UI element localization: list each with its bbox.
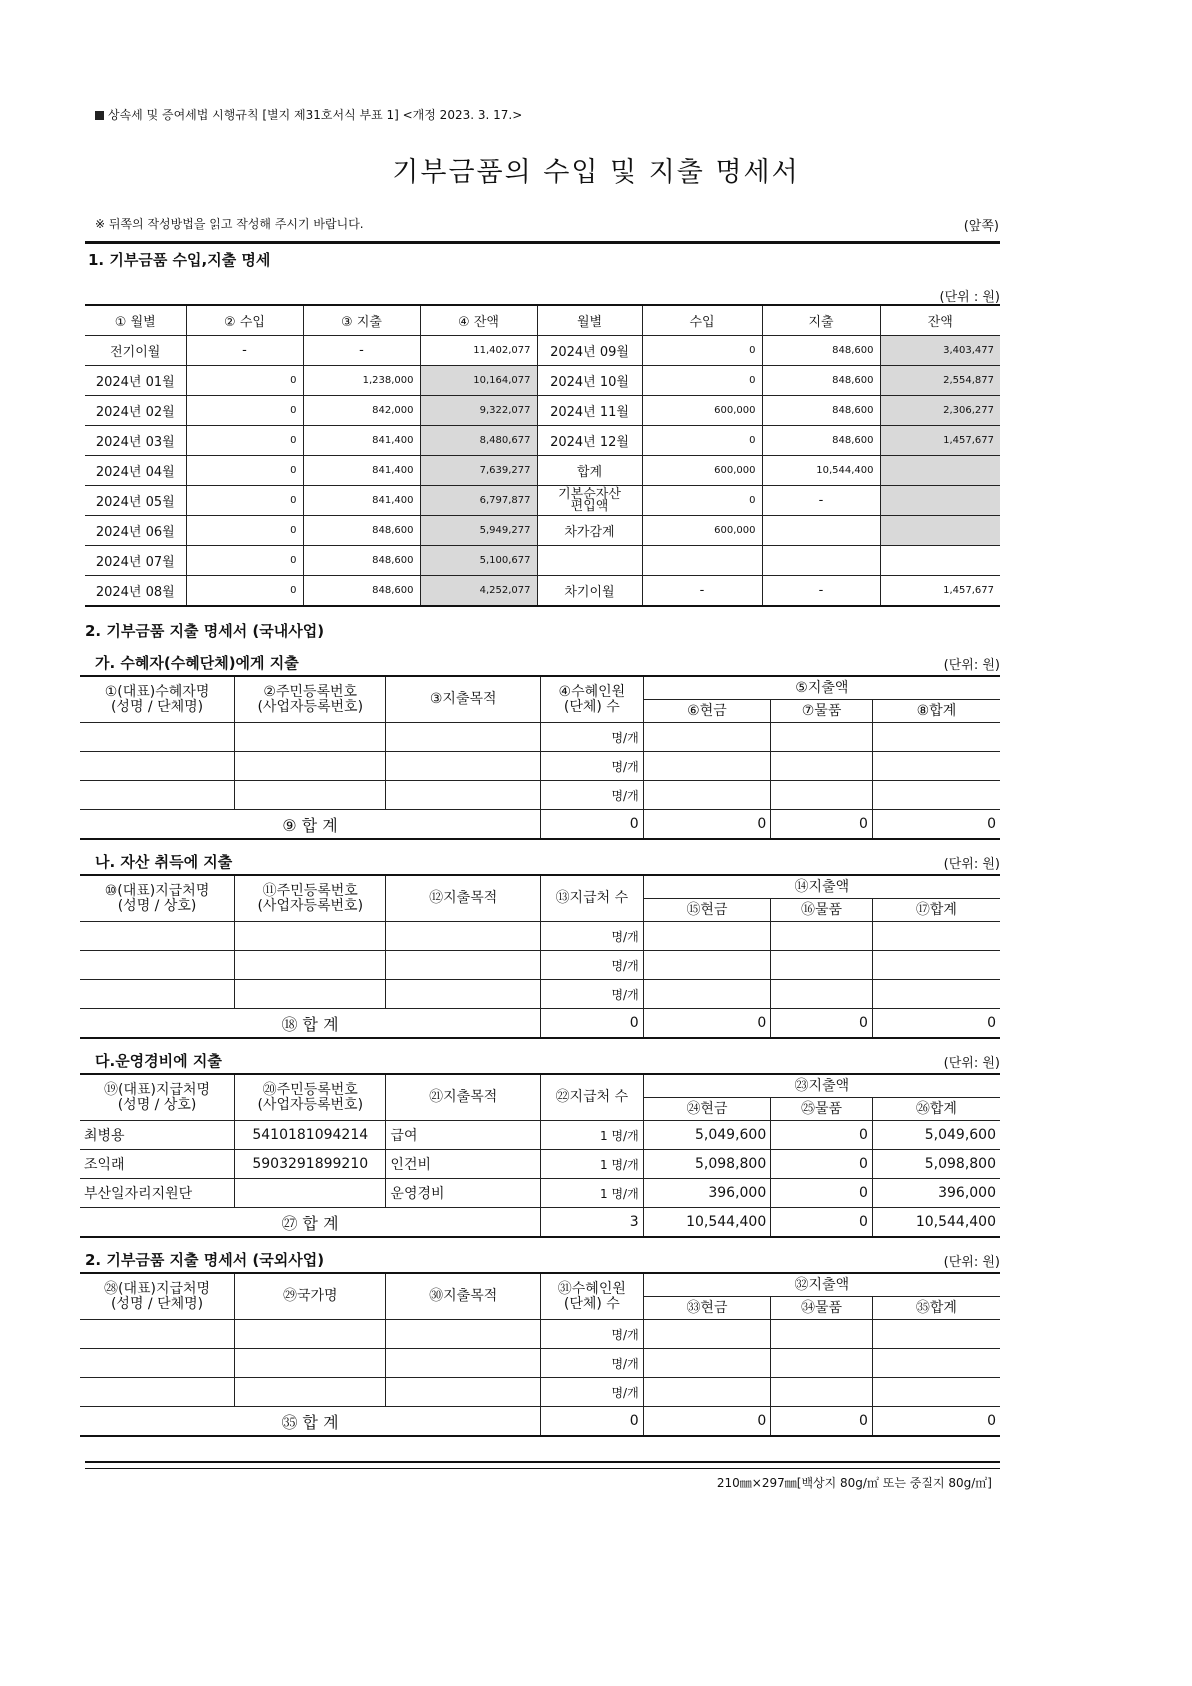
balance-cell (880, 486, 1000, 516)
income-cell: 0 (186, 396, 303, 426)
section2b-unit: (단위: 원) (943, 857, 1000, 872)
purpose-cell: 급여 (386, 1121, 541, 1150)
cash-cell: 5,098,800 (643, 1150, 771, 1179)
income-cell: 0 (186, 546, 303, 576)
expense-cell: 848,600 (303, 516, 420, 546)
empty-cell (235, 723, 386, 752)
empty-cell (235, 980, 386, 1009)
empty-cell (80, 1320, 235, 1349)
table-row (80, 1150, 1000, 1179)
goods-cell: 0 (771, 1150, 873, 1179)
column-header: ⑥현금 (643, 700, 771, 723)
table-row (80, 1179, 1000, 1208)
balance-cell: 7,639,277 (420, 456, 537, 486)
month-cell: 2024년 07월 (85, 546, 186, 576)
column-header: 잔액 (880, 305, 1000, 336)
sum-label: ⑨ 합 계 (80, 810, 541, 840)
column-header: ⑩(대표)지급처명 (성명 / 상호) (80, 875, 235, 922)
empty-cell (386, 1349, 541, 1378)
table-row (85, 366, 1000, 396)
column-header: ③ 지출 (303, 305, 420, 336)
balance-cell: 5,100,677 (420, 546, 537, 576)
month-cell: 2024년 04월 (85, 456, 186, 486)
sum-value: 3 (541, 1208, 644, 1238)
balance-cell (880, 546, 1000, 576)
sum-value: 0 (541, 810, 644, 840)
column-header: ㉕물품 (771, 1098, 873, 1121)
empty-cell (386, 980, 541, 1009)
page-title: 기부금품의 수입 및 지출 명세서 (392, 157, 800, 188)
column-header: ⑬지급처 수 (541, 875, 644, 922)
sum-label: ㉟ 합 계 (80, 1407, 541, 1437)
month-cell: 2024년 08월 (85, 576, 186, 607)
empty-cell (643, 1349, 771, 1378)
registration-number-cell: 5410181094214 (235, 1121, 386, 1150)
column-header: ㉚지출목적 (386, 1273, 541, 1320)
column-header: ㉛수혜인원 (단체) 수 (541, 1273, 644, 1320)
column-header: ㉑지출목적 (386, 1074, 541, 1121)
income-expense-table (85, 304, 1000, 607)
empty-cell (235, 951, 386, 980)
column-header: ⑫지출목적 (386, 875, 541, 922)
empty-cell (235, 922, 386, 951)
sum-value: 10,544,400 (643, 1208, 771, 1238)
sum-value: 0 (771, 1407, 873, 1437)
month-cell: 2024년 12월 (537, 426, 642, 456)
section3-title: 2. 기부금품 지출 명세서 (국외사업) (85, 1251, 325, 1269)
sum-value: 0 (643, 810, 771, 840)
table-row (85, 336, 1000, 366)
balance-cell (880, 456, 1000, 486)
empty-cell (643, 980, 771, 1009)
balance-cell: 6,797,877 (420, 486, 537, 516)
income-cell: 0 (642, 426, 762, 456)
empty-cell (386, 752, 541, 781)
expense-cell (762, 546, 880, 576)
empty-cell (872, 752, 1000, 781)
column-header: ⑰합계 (872, 899, 1000, 922)
table-row (80, 723, 1000, 752)
cash-cell: 5,049,600 (643, 1121, 771, 1150)
month-cell: 기본순자산 편입액 (537, 486, 642, 516)
total-cell: 5,098,800 (872, 1150, 1000, 1179)
month-cell: 2024년 02월 (85, 396, 186, 426)
divider (85, 241, 1000, 244)
expense-cell (762, 516, 880, 546)
sum-label: ㉗ 합 계 (80, 1208, 541, 1238)
column-header: ⑳주민등록번호 (사업자등록번호) (235, 1074, 386, 1121)
empty-cell (80, 1378, 235, 1407)
income-cell: 0 (186, 426, 303, 456)
count-unit-cell: 명/개 (541, 922, 644, 951)
column-header: 월별 (537, 305, 642, 336)
table-row (80, 1320, 1000, 1349)
empty-cell (643, 723, 771, 752)
column-header: ㉝현금 (643, 1297, 771, 1320)
empty-cell (235, 752, 386, 781)
column-header: ⑧합계 (872, 700, 1000, 723)
empty-cell (643, 951, 771, 980)
table-row (80, 951, 1000, 980)
column-header: ㉙국가명 (235, 1273, 386, 1320)
month-cell: 2024년 10월 (537, 366, 642, 396)
empty-cell (771, 922, 873, 951)
empty-cell (872, 723, 1000, 752)
sum-row (80, 1208, 1000, 1238)
empty-cell (872, 1378, 1000, 1407)
column-header: ④수혜인원 (단체) 수 (541, 676, 644, 723)
goods-cell: 0 (771, 1179, 873, 1208)
expense-cell: 848,600 (303, 576, 420, 607)
income-cell: 0 (186, 366, 303, 396)
goods-cell: 0 (771, 1121, 873, 1150)
count-unit-cell: 명/개 (541, 1320, 644, 1349)
empty-cell (643, 922, 771, 951)
balance-cell: 11,402,077 (420, 336, 537, 366)
income-cell: 0 (642, 366, 762, 396)
total-cell: 5,049,600 (872, 1121, 1000, 1150)
expense-cell: - (303, 336, 420, 366)
sum-value: 0 (643, 1009, 771, 1039)
empty-cell (386, 1320, 541, 1349)
empty-cell (872, 1349, 1000, 1378)
sum-value: 0 (541, 1009, 644, 1039)
sum-value: 0 (541, 1407, 644, 1437)
law-reference: 상속세 및 증여세법 시행규칙 [별지 제31호서식 부표 1] <개정 2023. 3. 17.> (95, 106, 522, 123)
column-header: ㉜지출액 (643, 1273, 1000, 1297)
count-unit-cell: 명/개 (541, 752, 644, 781)
column-header: ⑯물품 (771, 899, 873, 922)
income-cell: 0 (186, 576, 303, 607)
table-row (80, 752, 1000, 781)
column-header: ①(대표)수혜자명 (성명 / 단체명) (80, 676, 235, 723)
payee-name-cell: 최병용 (80, 1121, 235, 1150)
section2a-unit: (단위: 원) (943, 658, 1000, 673)
empty-cell (771, 980, 873, 1009)
empty-cell (80, 951, 235, 980)
expense-cell: 848,600 (762, 396, 880, 426)
count-unit-cell: 명/개 (541, 781, 644, 810)
column-header: ㉞물품 (771, 1297, 873, 1320)
column-header: ㉘(대표)지급처명 (성명 / 단체명) (80, 1273, 235, 1320)
column-header: ②주민등록번호 (사업자등록번호) (235, 676, 386, 723)
page-side-label: (앞쪽) (963, 219, 999, 234)
empty-cell (386, 1378, 541, 1407)
overseas-expense-table (80, 1272, 1000, 1437)
column-header: ㉟합계 (872, 1297, 1000, 1320)
expense-cell: - (762, 576, 880, 607)
balance-cell: 2,554,877 (880, 366, 1000, 396)
table-row (80, 1349, 1000, 1378)
section2a-title: 가. 수혜자(수혜단체)에게 지출 (95, 654, 299, 672)
balance-cell: 9,322,077 (420, 396, 537, 426)
sum-label: ⑱ 합 계 (80, 1009, 541, 1039)
month-cell (537, 546, 642, 576)
month-cell: 2024년 03월 (85, 426, 186, 456)
sum-value: 0 (771, 1208, 873, 1238)
month-cell: 차가감계 (537, 516, 642, 546)
empty-cell (643, 752, 771, 781)
month-cell: 차기이월 (537, 576, 642, 607)
month-cell: 전기이월 (85, 336, 186, 366)
expense-cell: 1,238,000 (303, 366, 420, 396)
sum-row (80, 810, 1000, 840)
income-cell: - (642, 576, 762, 607)
balance-cell: 5,949,277 (420, 516, 537, 546)
month-cell: 합계 (537, 456, 642, 486)
balance-cell: 2,306,277 (880, 396, 1000, 426)
column-header: ③지출목적 (386, 676, 541, 723)
count-unit-cell: 명/개 (541, 951, 644, 980)
column-header: ⑲(대표)지급처명 (성명 / 상호) (80, 1074, 235, 1121)
empty-cell (771, 752, 873, 781)
purpose-cell: 인건비 (386, 1150, 541, 1179)
empty-cell (80, 922, 235, 951)
expense-cell: 841,400 (303, 486, 420, 516)
count-cell: 1 명/개 (541, 1179, 644, 1208)
empty-cell (386, 781, 541, 810)
table-row (85, 396, 1000, 426)
table-row (85, 576, 1000, 607)
table-row (80, 922, 1000, 951)
empty-cell (872, 781, 1000, 810)
operating-expense-table (80, 1073, 1000, 1238)
column-header: ㉓지출액 (643, 1074, 1000, 1098)
column-header: ⑦물품 (771, 700, 873, 723)
empty-cell (386, 922, 541, 951)
section1-unit: (단위 : 원) (939, 290, 1000, 305)
balance-cell: 8,480,677 (420, 426, 537, 456)
count-cell: 1 명/개 (541, 1121, 644, 1150)
sum-value: 10,544,400 (872, 1208, 1000, 1238)
column-header: ㉔현금 (643, 1098, 771, 1121)
registration-number-cell: 5903291899210 (235, 1150, 386, 1179)
table-row (80, 781, 1000, 810)
empty-cell (771, 723, 873, 752)
month-cell: 2024년 11월 (537, 396, 642, 426)
column-header: ⑮현금 (643, 899, 771, 922)
table-row (80, 1378, 1000, 1407)
empty-cell (771, 951, 873, 980)
cash-cell: 396,000 (643, 1179, 771, 1208)
expense-cell: 848,600 (303, 546, 420, 576)
empty-cell (771, 781, 873, 810)
sum-value: 0 (872, 810, 1000, 840)
balance-cell (880, 516, 1000, 546)
expense-cell: 841,400 (303, 426, 420, 456)
expense-cell: 848,600 (762, 426, 880, 456)
empty-cell (80, 1349, 235, 1378)
income-cell: 0 (642, 336, 762, 366)
month-cell: 2024년 09월 (537, 336, 642, 366)
empty-cell (872, 951, 1000, 980)
income-cell: 600,000 (642, 516, 762, 546)
table-row (85, 546, 1000, 576)
sum-row (80, 1009, 1000, 1039)
section2-title: 2. 기부금품 지출 명세서 (국내사업) (85, 622, 325, 640)
recipient-expense-table (80, 675, 1000, 840)
empty-cell (80, 752, 235, 781)
bottom-double-rule (85, 1461, 1000, 1469)
sum-value: 0 (643, 1407, 771, 1437)
empty-cell (80, 980, 235, 1009)
section2c-title: 다.운영경비에 지출 (95, 1052, 222, 1070)
balance-cell: 3,403,477 (880, 336, 1000, 366)
empty-cell (643, 1320, 771, 1349)
sum-value: 0 (771, 1009, 873, 1039)
table-row (80, 1121, 1000, 1150)
section2c-unit: (단위: 원) (943, 1056, 1000, 1071)
paper-spec: 210㎜×297㎜[백상지 80g/㎡ 또는 중질지 80g/㎡] (716, 1476, 992, 1490)
column-header: ② 수입 (186, 305, 303, 336)
table-row (85, 486, 1000, 516)
column-header: ⑤지출액 (643, 676, 1000, 700)
empty-cell (235, 781, 386, 810)
sum-value: 0 (872, 1407, 1000, 1437)
square-bullet-icon (95, 111, 104, 120)
expense-cell: 848,600 (762, 366, 880, 396)
expense-cell: 10,544,400 (762, 456, 880, 486)
column-header: ④ 잔액 (420, 305, 537, 336)
section3-unit: (단위: 원) (943, 1255, 1000, 1270)
balance-cell: 1,457,677 (880, 576, 1000, 607)
expense-cell: - (762, 486, 880, 516)
empty-cell (872, 1320, 1000, 1349)
income-cell (642, 546, 762, 576)
column-header: ⑪주민등록번호 (사업자등록번호) (235, 875, 386, 922)
empty-cell (80, 723, 235, 752)
column-header: 지출 (762, 305, 880, 336)
income-cell: - (186, 336, 303, 366)
column-header: ㉖합계 (872, 1098, 1000, 1121)
column-header: ㉒지급처 수 (541, 1074, 644, 1121)
table-row (80, 980, 1000, 1009)
sum-value: 0 (872, 1009, 1000, 1039)
income-cell: 0 (186, 456, 303, 486)
count-unit-cell: 명/개 (541, 1349, 644, 1378)
empty-cell (643, 1378, 771, 1407)
count-unit-cell: 명/개 (541, 1378, 644, 1407)
payee-name-cell: 조익래 (80, 1150, 235, 1179)
total-cell: 396,000 (872, 1179, 1000, 1208)
expense-cell: 841,400 (303, 456, 420, 486)
table-row (85, 456, 1000, 486)
section2b-title: 나. 자산 취득에 지출 (95, 853, 233, 871)
month-cell: 2024년 05월 (85, 486, 186, 516)
empty-cell (235, 1320, 386, 1349)
column-header: ⑭지출액 (643, 875, 1000, 899)
income-cell: 0 (186, 486, 303, 516)
column-header: 수입 (642, 305, 762, 336)
table-row (85, 426, 1000, 456)
empty-cell (80, 781, 235, 810)
payee-name-cell: 부산일자리지원단 (80, 1179, 235, 1208)
sum-row (80, 1407, 1000, 1437)
income-cell: 0 (186, 516, 303, 546)
income-cell: 0 (642, 486, 762, 516)
empty-cell (771, 1349, 873, 1378)
income-cell: 600,000 (642, 456, 762, 486)
empty-cell (386, 951, 541, 980)
empty-cell (771, 1320, 873, 1349)
instruction-note: ※ 뒤쪽의 작성방법을 읽고 작성해 주시기 바랍니다. (95, 217, 364, 231)
month-cell: 2024년 01월 (85, 366, 186, 396)
empty-cell (235, 1349, 386, 1378)
registration-number-cell (235, 1179, 386, 1208)
sum-value: 0 (771, 810, 873, 840)
count-unit-cell: 명/개 (541, 980, 644, 1009)
empty-cell (643, 781, 771, 810)
balance-cell: 4,252,077 (420, 576, 537, 607)
month-cell: 2024년 06월 (85, 516, 186, 546)
table-row (85, 516, 1000, 546)
balance-cell: 1,457,677 (880, 426, 1000, 456)
expense-cell: 842,000 (303, 396, 420, 426)
asset-expense-table (80, 874, 1000, 1039)
empty-cell (872, 980, 1000, 1009)
empty-cell (771, 1378, 873, 1407)
count-cell: 1 명/개 (541, 1150, 644, 1179)
income-cell: 600,000 (642, 396, 762, 426)
empty-cell (386, 723, 541, 752)
balance-cell: 10,164,077 (420, 366, 537, 396)
expense-cell: 848,600 (762, 336, 880, 366)
purpose-cell: 운영경비 (386, 1179, 541, 1208)
section1-title: 1. 기부금품 수입,지출 명세 (88, 251, 271, 269)
count-unit-cell: 명/개 (541, 723, 644, 752)
empty-cell (872, 922, 1000, 951)
empty-cell (235, 1378, 386, 1407)
column-header: ① 월별 (85, 305, 186, 336)
